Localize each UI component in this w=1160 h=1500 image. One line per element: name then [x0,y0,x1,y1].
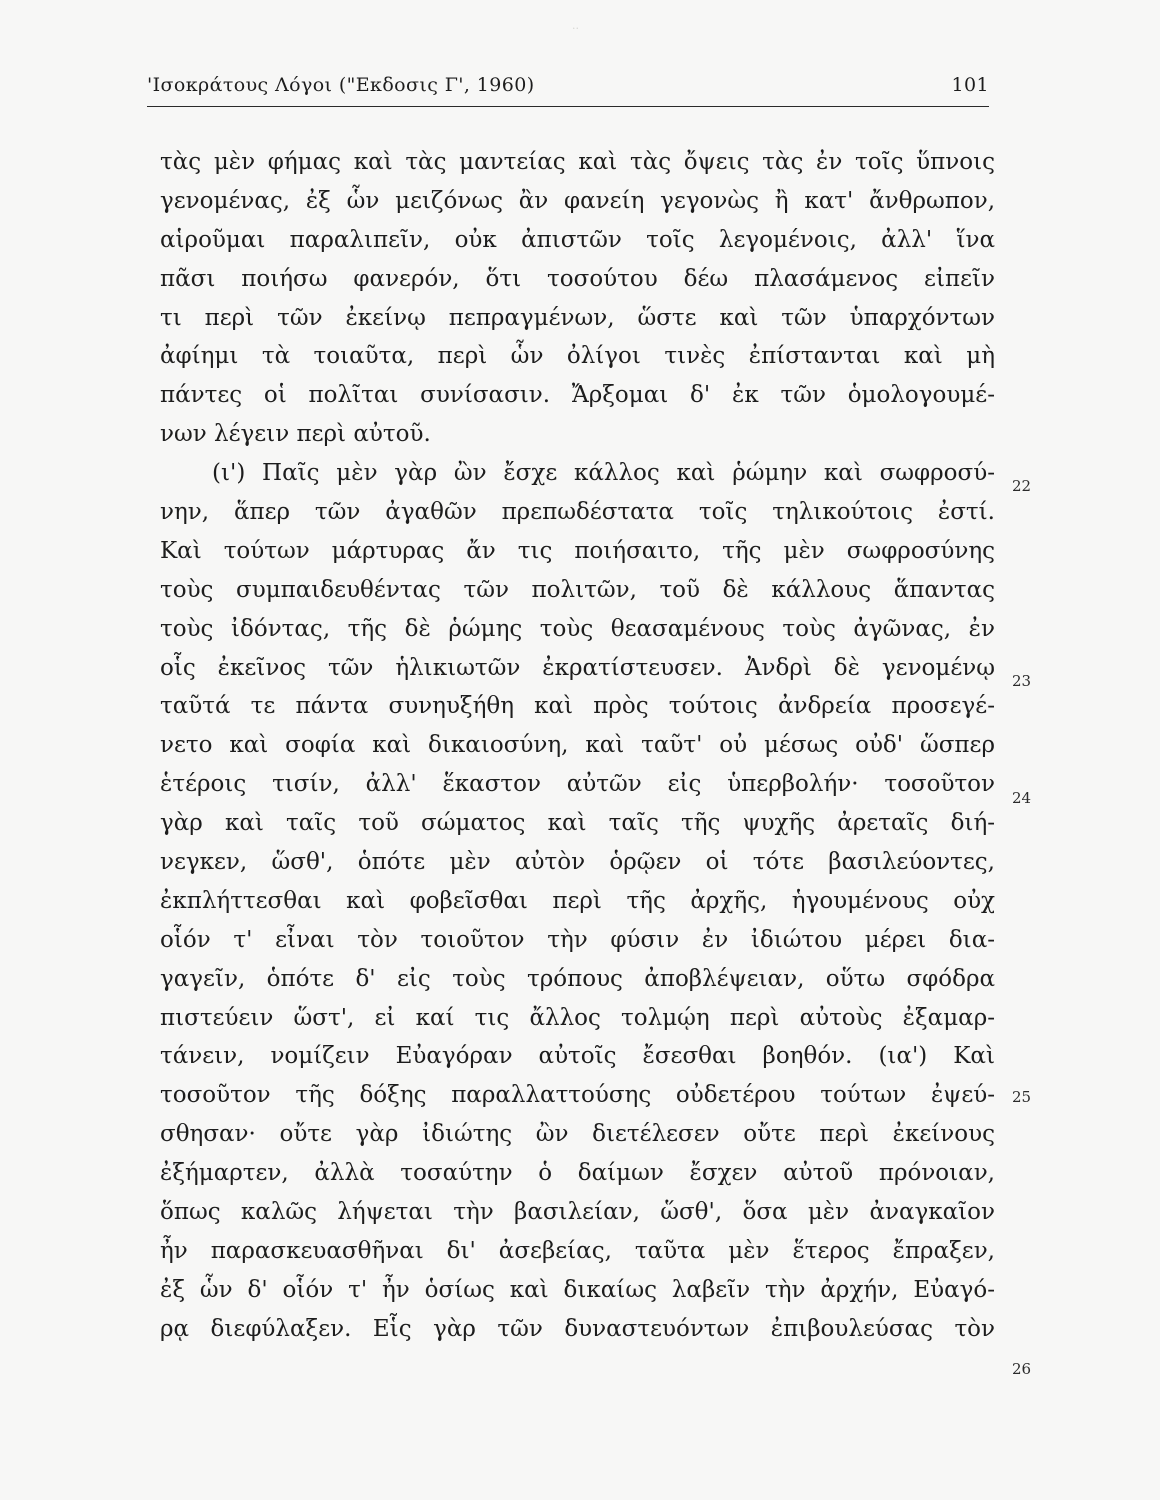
text-line: πιστεύειν ὥστ', εἰ καί τις ἄλλος τολμῴη περὶ αὐτοὺς ἐξαμαρ- [160,1004,995,1031]
text-line: τοσοῦτον τῆς δόξης παραλλαττούσης οὐδετέρου τούτων ἐψεύ- [160,1082,995,1109]
text-line: τάνειν, νομίζειν Εὐαγόραν αὐτοῖς ἔσεσθαι βοηθόν. (ια') Καὶ [160,1043,995,1070]
text-line: ἦν παρασκευασθῆναι δι' ἀσεβείας, ταῦτα μὲν ἕτερος ἔπραξεν, [160,1237,995,1264]
text-line: γαγεῖν, ὁπότε δ' εἰς τοὺς τρόπους ἀποβλέψειαν, οὕτω σφόδρα [160,965,995,992]
text-line: αἱροῦμαι παραλιπεῖν, οὐκ ἀπιστῶν τοῖς λεγομένοις, ἀλλ' ἵνα [160,226,995,253]
header-title: 'Ισοκράτους Λόγοι ("Εκδοσις Γ', 1960) [147,74,535,96]
paragraph-start-line: (ι') Παῖς μὲν γὰρ ὢν ἔσχε κάλλος καὶ ῥώμην καὶ σωφροσύ- [212,460,995,487]
text-line: νην, ἅπερ τῶν ἀγαθῶν πρεπωδέστατα τοῖς τηλικούτοις ἐστί. [160,499,995,526]
text-line: ὅπως καλῶς λήψεται τὴν βασιλείαν, ὥσθ', ὅσα μὲν ἀναγκαῖον [160,1199,995,1226]
text-line: νων λέγειν περὶ αὐτοῦ. [160,421,431,448]
text-line: ἐξήμαρτεν, ἀλλὰ τοσαύτην ὁ δαίμων ἔσχεν αὐτοῦ πρόνοιαν, [160,1160,995,1187]
text-line: οἷς ἐκεῖνος τῶν ἡλικιωτῶν ἐκρατίστευσεν. Ἀνδρὶ δὲ γενομένῳ [160,654,995,681]
header-rule [147,106,989,107]
text-line: γὰρ καὶ ταῖς τοῦ σώματος καὶ ταῖς τῆς ψυχῆς ἀρεταῖς διή- [160,810,995,837]
text-line: σθησαν· οὔτε γὰρ ἰδιώτης ὢν διετέλεσεν οὔτε περὶ ἐκείνους [160,1121,995,1148]
bleed-through-mark: ·· [572,22,579,35]
text-line: γενομένας, ἐξ ὧν μειζόνως ἂν φανείη γεγονὼς ἢ κατ' ἄνθρωπον, [160,187,995,214]
margin-section-number: 24 [1012,789,1032,807]
text-line: Καὶ τούτων μάρτυρας ἄν τις ποιήσαιτο, τῆς μὲν σωφροσύνης [160,537,995,564]
text-line: τι περὶ τῶν ἐκείνῳ πεπραγμένων, ὥστε καὶ τῶν ὑπαρχόντων [160,304,995,331]
text-line: ρᾳ διεφύλαξεν. Εἷς γὰρ τῶν δυναστευόντων ἐπιβουλεύσας τὸν [160,1315,995,1342]
margin-section-number: 25 [1012,1088,1032,1106]
margin-section-number: 23 [1012,672,1032,690]
text-line: πᾶσι ποιήσω φανερόν, ὅτι τοσούτου δέω πλασάμενος εἰπεῖν [160,265,995,292]
text-line: ἀφίημι τὰ τοιαῦτα, περὶ ὧν ὀλίγοι τινὲς ἐπίστανται καὶ μὴ [160,343,995,370]
text-line: νεγκεν, ὥσθ', ὁπότε μὲν αὐτὸν ὁρῷεν οἱ τότε βασιλεύοντες, [160,849,995,876]
text-line: ἐξ ὧν δ' οἷόν τ' ἦν ὁσίως καὶ δικαίως λαβεῖν τὴν ἀρχήν, Εὐαγό- [160,1276,995,1303]
text-line: οἷόν τ' εἶναι τὸν τοιοῦτον τὴν φύσιν ἐν ἰδιώτου μέρει δια- [160,926,995,953]
main-text [160,143,995,1349]
margin-section-number: 22 [1012,477,1032,495]
text-line: ἐκπλήττεσθαι καὶ φοβεῖσθαι περὶ τῆς ἀρχῆς, ἡγουμένους οὐχ [160,887,995,914]
text-line: ἑτέροις τισίν, ἀλλ' ἕκαστον αὐτῶν εἰς ὑπερβολήν· τοσοῦτον [160,771,995,798]
page-number: 101 [951,74,989,96]
text-line: ταῦτά τε πάντα συνηυξήθη καὶ πρὸς τούτοις ἀνδρεία προσεγέ- [160,693,995,720]
text-line: νετο καὶ σοφία καὶ δικαιοσύνη, καὶ ταῦτ' οὐ μέσως οὐδ' ὥσπερ [160,732,995,759]
text-line: τοὺς συμπαιδευθέντας τῶν πολιτῶν, τοῦ δὲ κάλλους ἅπαντας [160,576,995,603]
margin-section-number: 26 [1012,1360,1032,1378]
text-line: πάντες οἱ πολῖται συνίσασιν. Ἄρξομαι δ' ἐκ τῶν ὁμολογουμέ- [160,382,995,409]
running-header [147,72,989,106]
text-line: τὰς μὲν φήμας καὶ τὰς μαντείας καὶ τὰς ὄψεις τὰς ἐν τοῖς ὕπνοις [160,149,995,175]
text-line: τοὺς ἰδόντας, τῆς δὲ ῥώμης τοὺς θεασαμένους τοὺς ἀγῶνας, ἐν [160,615,995,642]
